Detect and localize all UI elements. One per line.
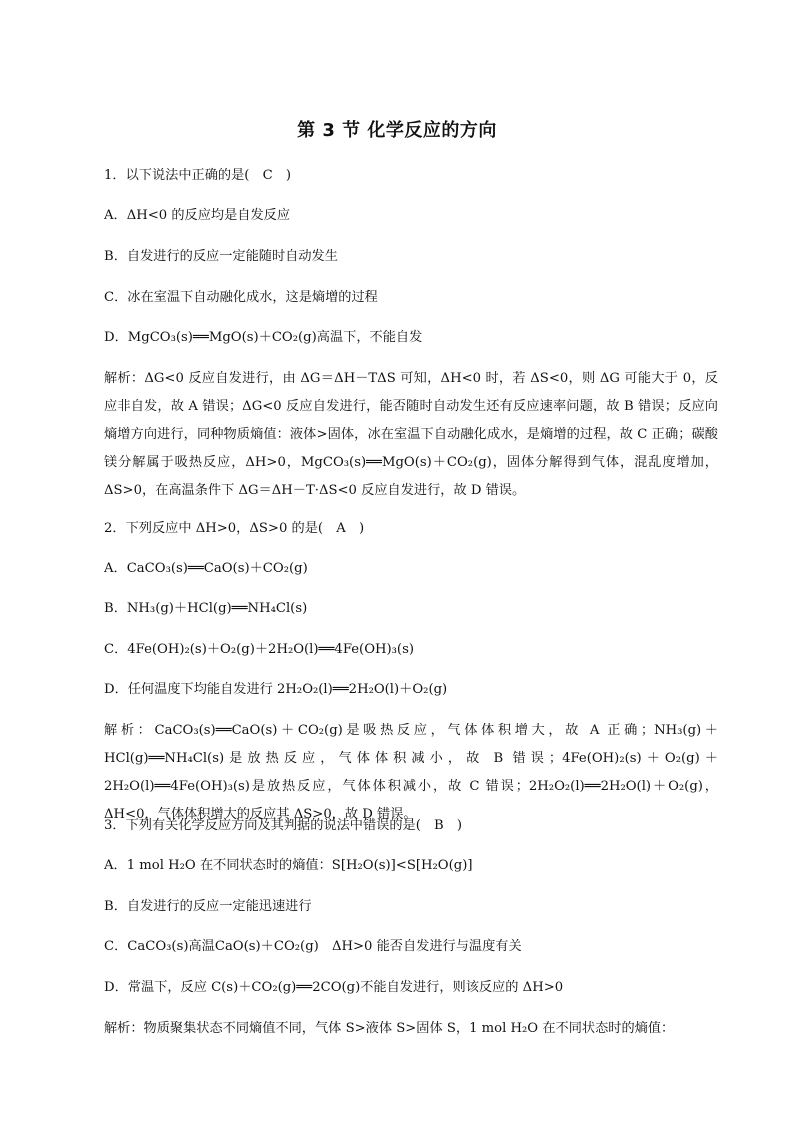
question-1-analysis: 解析：ΔG<0 反应自发进行，由 ΔG＝ΔH－TΔS 可知，ΔH<0 时，若 ΔS<0，则 ΔG 可能大于 0，反应非自发，故 A 错误；ΔG<0 反应自发进行，能否随时自动发生还有反应速率问题，故 B 错误；反应向熵增方向进行，同种物质熵值：液体>固体，冰在室温下自动融化成水，是熵增的过程，故 C 正确；碳酸镁分解属于吸热反应，ΔH>0，MgCO₃(s)══MgO(s)＋CO₂(g)，固体分解得到气体，混乱度增加，ΔS>0，在高温条件下 ΔG＝ΔH－T·ΔS<0 反应自发进行，故 D 错误。 [104,371,718,498]
question-2-option-d: D．任何温度下均能自发进行 2H₂O₂(l)══2H₂O(l)＋O₂(g) [104,682,448,697]
question-1-option-c: C．冰在室温下自动融化成水，这是熵增的过程 [104,290,378,305]
question-3-stem: 3．下列有关化学反应方向及其判据的说法中错误的是( B ) [104,818,463,833]
question-2-stem: 2．下列反应中 ΔH>0，ΔS>0 的是( A ) [104,521,365,536]
question-3-option-d: D．常温下，反应 C(s)＋CO₂(g)══2CO(g)不能自发进行，则该反应的 ΔH>0 [104,980,564,995]
question-3-analysis: 解析：物质聚集状态不同熵值不同，气体 S>液体 S>固体 S，1 mol H₂O 在不同状态时的熵值： [104,1021,675,1036]
question-2-option-b: B．NH₃(g)＋HCl(g)══NH₄Cl(s) [104,601,308,616]
question-2-option-c: C．4Fe(OH)₂(s)＋O₂(g)＋2H₂O(l)══4Fe(OH)₃(s) [104,642,414,657]
question-1-option-b: B．自发进行的反应一定能随时自动发生 [104,249,338,264]
question-3-option-c: C．CaCO₃(s)高温CaO(s)＋CO₂(g) ΔH>0 能否自发进行与温度有关 [104,939,522,954]
question-2-analysis: 解析：CaCO₃(s)══CaO(s)＋CO₂(g)是吸热反应，气体体积增大，故 A 正确；NH₃(g)＋HCl(g)══NH₄Cl(s)是放热反应，气体体积减小，故 B 错误；4Fe(OH)₂(s)＋O₂(g)＋2H₂O(l)══4Fe(OH)₃(s)是放热反应，气体体积减小，故 C 错误；2H₂O₂(l)══2H₂O(l)＋O₂(g)，ΔH<0，气体体积增大的反应其 ΔS>0，故 D 错误。 [104,723,718,822]
page-title: 第 3 节 化学反应的方向 [297,120,497,141]
question-1-option-a: A．ΔH<0 的反应均是自发反应 [104,208,291,223]
question-1-option-d: D．MgCO₃(s)══MgO(s)＋CO₂(g)高温下，不能自发 [104,330,423,345]
question-1-stem: 1．以下说法中正确的是( C ) [104,168,292,183]
question-3-option-a: A．1 mol H₂O 在不同状态时的熵值：S[H₂O(s)]<S[H₂O(g)] [104,858,473,873]
question-3-option-b: B．自发进行的反应一定能迅速进行 [104,899,312,914]
question-2-option-a: A．CaCO₃(s)══CaO(s)＋CO₂(g) [104,561,308,576]
